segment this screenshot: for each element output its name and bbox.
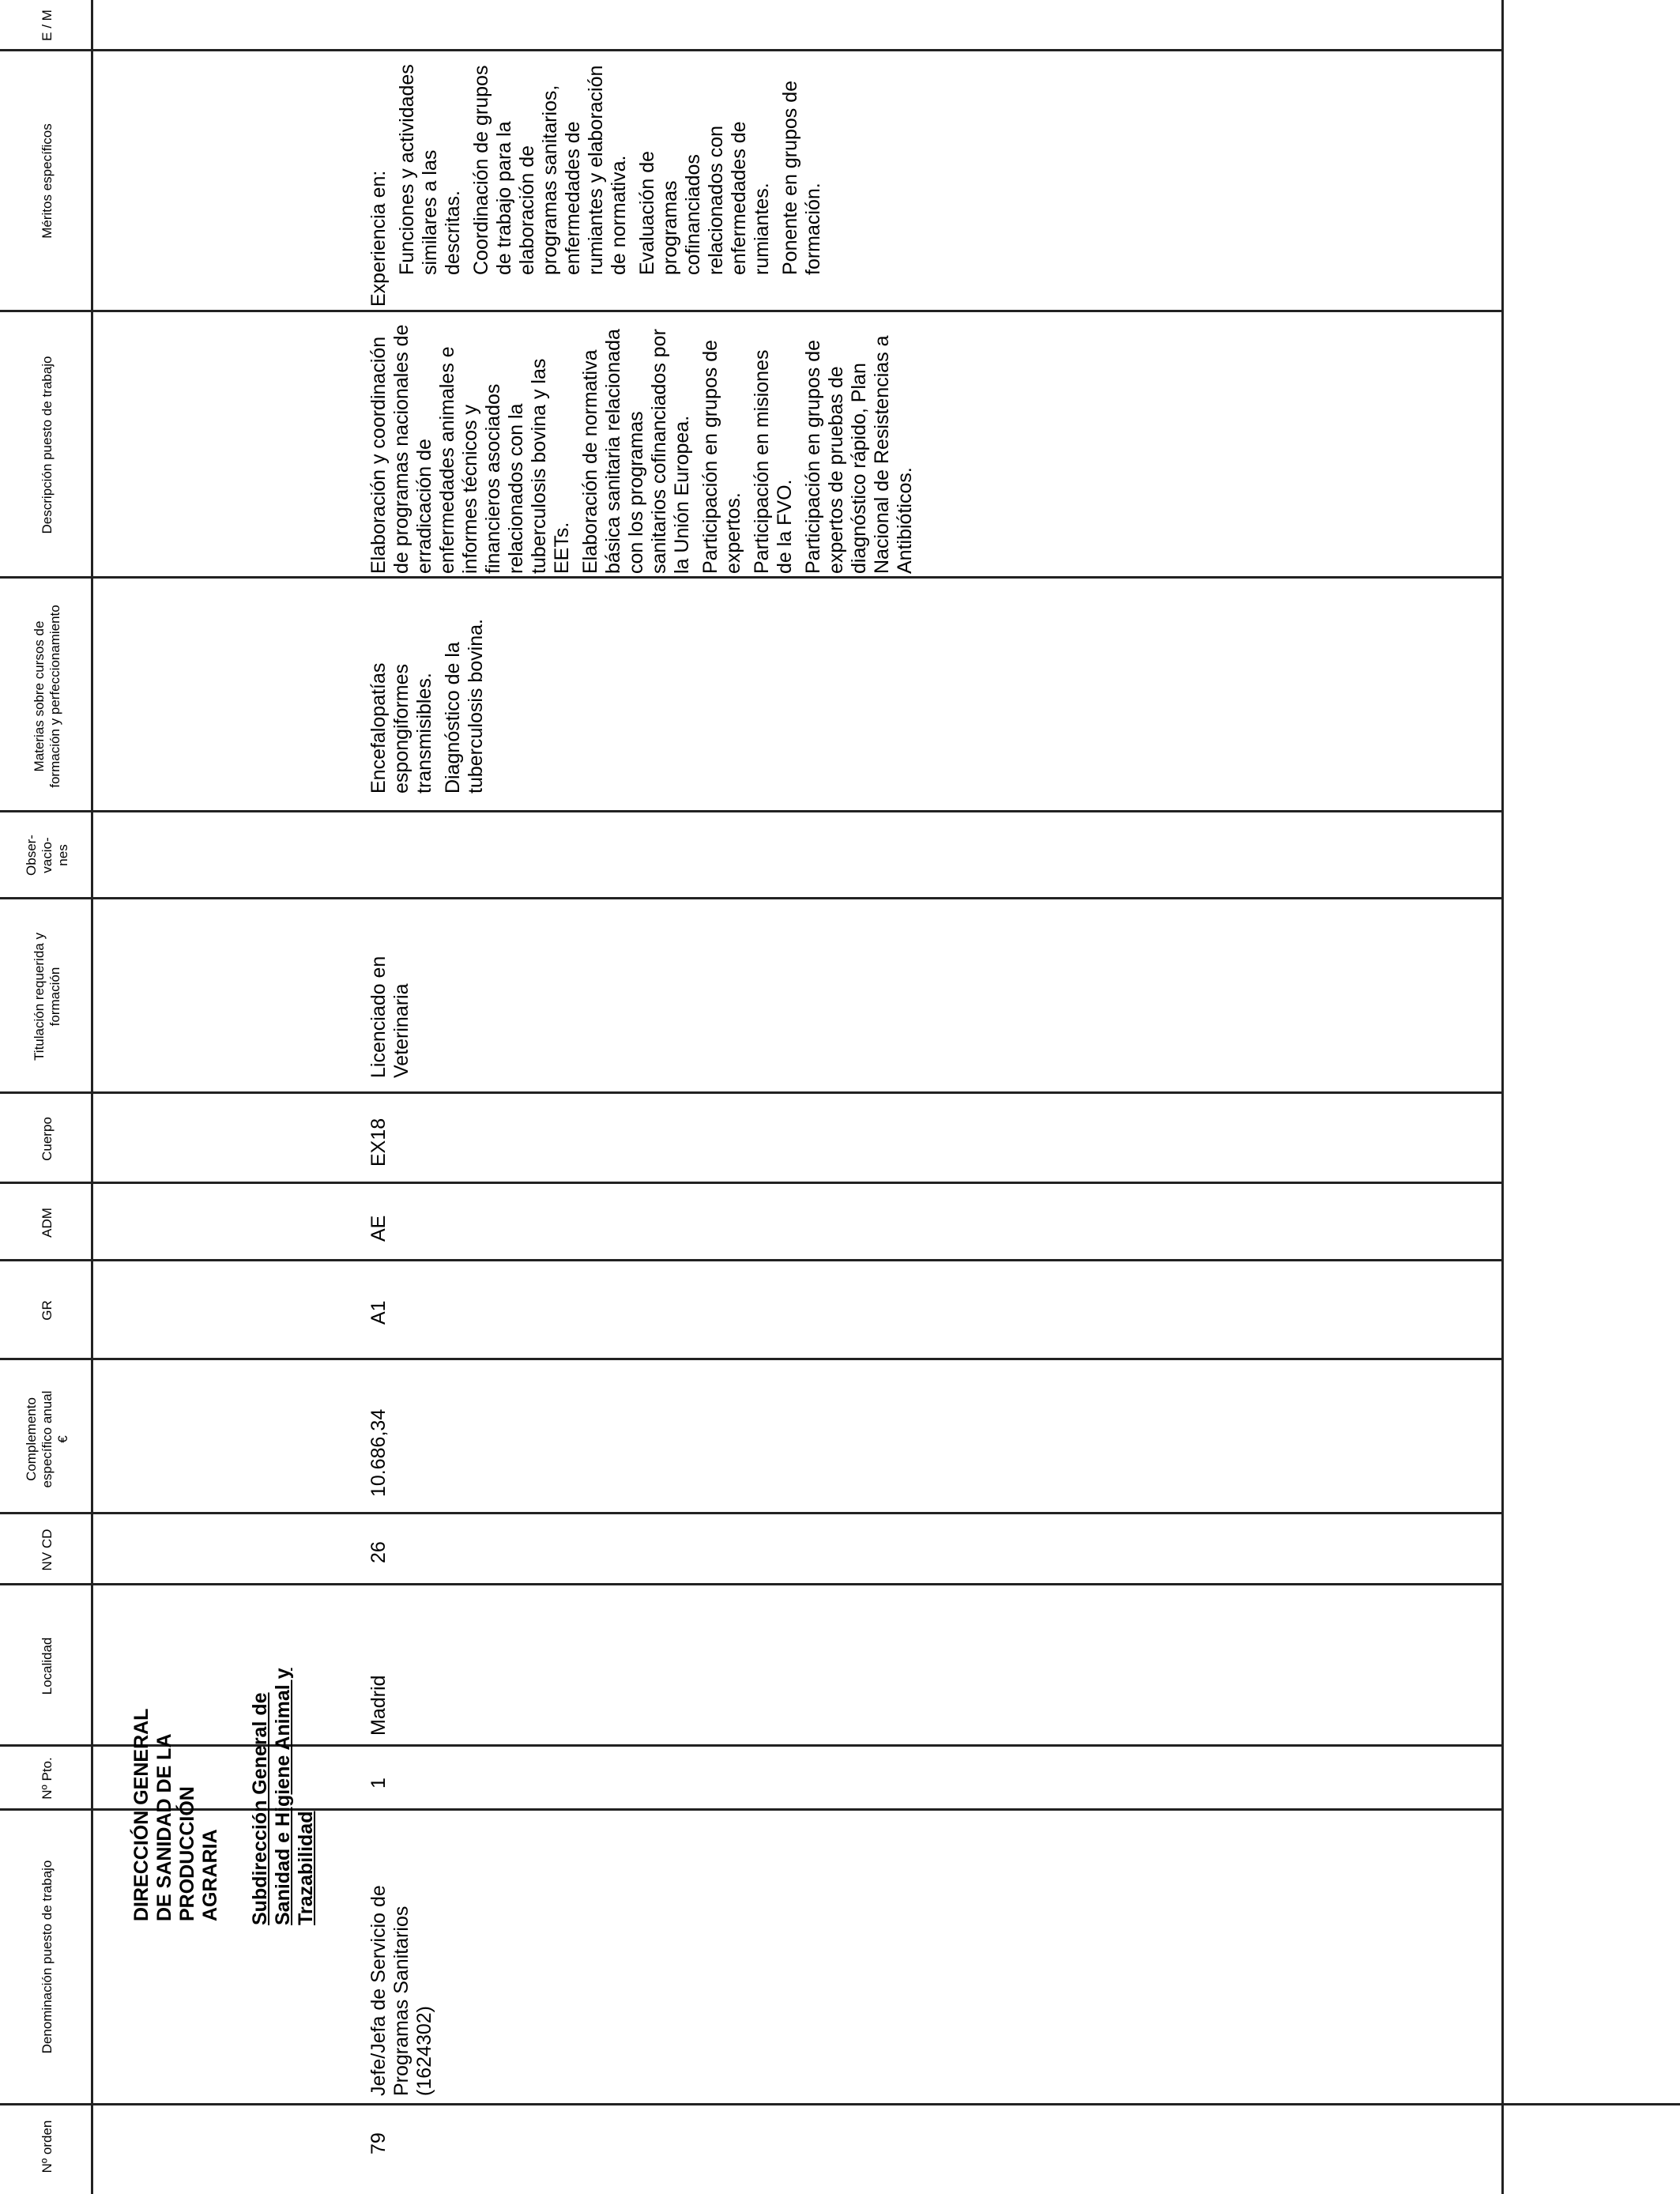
header-descripcion: Descripción puesto de trabajo xyxy=(40,356,55,534)
bottom-edge-line xyxy=(1501,0,1504,2194)
descripcion-item: Participación en grupos de expertos. xyxy=(699,339,744,574)
header-materias: Materias sobre cursos de formación y perfeccionamiento xyxy=(32,605,62,788)
descripcion-item: Participación en grupos de expertos de pruebas de diagnóstico rápido, Plan Nacional de Resistencias a Antibióticos. xyxy=(802,335,916,574)
grid-line xyxy=(0,1091,1501,1094)
grid-line xyxy=(0,49,1501,51)
header-adm: ADM xyxy=(40,1208,55,1238)
header-titulacion: Titulación requerida y formación xyxy=(32,933,62,1061)
grid-line xyxy=(0,576,1501,579)
descripcion-item: Participación en misiones de la FVO. xyxy=(751,349,796,574)
cell-meritos xyxy=(367,62,831,307)
grid-line xyxy=(0,1744,1501,1747)
cell-titulacion: Licenciado en Veterinaria xyxy=(367,956,412,1078)
materias-item: Encefalopatías espongiformes transmisibles. xyxy=(367,662,435,794)
header-observaciones: Obser-vacio-nes xyxy=(24,835,70,876)
cell-cuerpo: EX18 xyxy=(367,1118,390,1167)
subdireccion-title: Subdirección General de Sanidad e Higiene Animal y Trazabilidad xyxy=(249,1668,317,1925)
direccion-general-title: DIRECCIÓN GENERAL DE SANIDAD DE LA PRODUCCIÓN AGRARIA xyxy=(130,1708,221,1921)
header-meritos: Méritos específicos xyxy=(40,123,55,239)
descripcion-item: Elaboración y coordinación de programas nacionales de erradicación de enfermedades animales e informes técnicos y financieros asociados relacionados con la tuberculosis bovina y las EETs. xyxy=(367,324,573,574)
cell-nivel: 26 xyxy=(367,1541,390,1563)
header-pto: Nº Pto. xyxy=(40,1757,55,1800)
header-orden: Nº orden xyxy=(40,2120,55,2173)
cell-gr: A1 xyxy=(367,1300,390,1325)
meritos-item: Funciones y actividades similares a las descritas. xyxy=(396,64,464,275)
header-denominacion: Denominación puesto de trabajo xyxy=(40,1860,55,2054)
grid-line xyxy=(0,810,1501,812)
grid-line xyxy=(0,310,1501,312)
cell-complemento: 10.686,34 xyxy=(367,1408,390,1497)
header-localidad: Localidad xyxy=(40,1637,55,1695)
cell-denominacion: Jefe/Jefa de Servicio de Programas Sanitarios (1624302) xyxy=(367,1885,435,2096)
cell-materias xyxy=(367,600,493,794)
cell-pto: 1 xyxy=(367,1777,390,1789)
grid-line xyxy=(0,1512,1501,1514)
grid-line xyxy=(0,1259,1501,1261)
header-nivel: NV CD xyxy=(40,1529,55,1571)
descripcion-item: Elaboración de normativa básica sanitaria relacionada con los programas sanitarios cofinanciados por la Unión Europea. xyxy=(579,329,693,574)
materias-item: Diagnóstico de la tuberculosis bovina. xyxy=(442,619,487,794)
header-gr: GR xyxy=(40,1300,55,1321)
meritos-item: Evaluación de programas cofinanciados relacionados con enfermedades de rumiantes. xyxy=(636,121,773,275)
header-complemento: Complemento específico anual € xyxy=(24,1390,70,1488)
grid-line xyxy=(0,1182,1501,1184)
cell-adm: AE xyxy=(367,1215,390,1242)
header-bottom-line xyxy=(91,0,93,2194)
grid-line xyxy=(0,1358,1501,1360)
cell-descripcion xyxy=(367,322,922,574)
grid-line xyxy=(0,1583,1501,1585)
grid-line xyxy=(0,1808,1501,1811)
meritos-item: Experiencia en: xyxy=(367,170,390,307)
header-cuerpo: Cuerpo xyxy=(40,1117,55,1161)
cell-localidad: Madrid xyxy=(367,1675,390,1736)
meritos-item: Ponente en grupos de formación. xyxy=(779,80,824,275)
grid-line xyxy=(0,2103,1680,2105)
cell-orden: 79 xyxy=(367,2132,390,2154)
header-em: E / M xyxy=(40,9,55,41)
meritos-item: Coordinación de grupos de trabajo para la elaboración de programas sanitarios, enfermedades de rumiantes y elaboración de normativa. xyxy=(470,65,630,275)
grid-line xyxy=(0,897,1501,899)
